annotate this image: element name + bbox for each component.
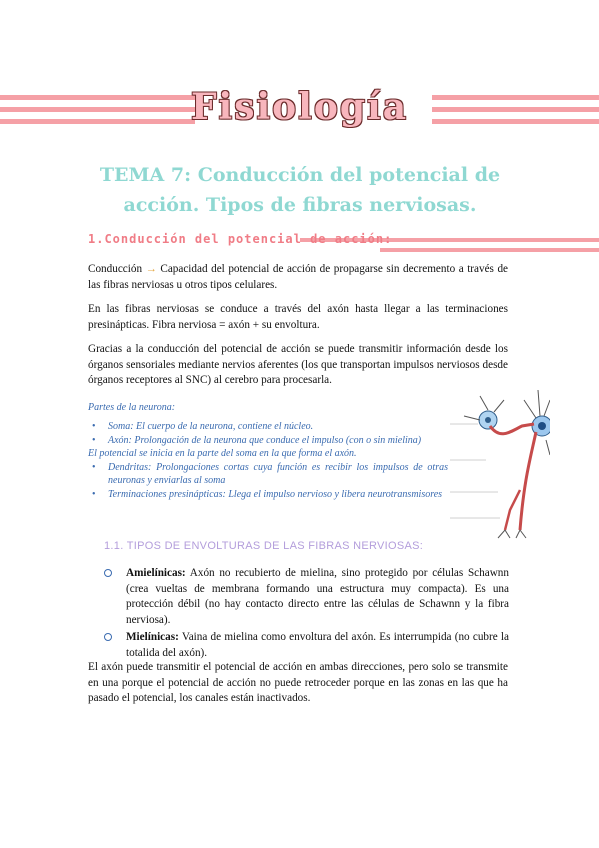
subsection-heading: 1.1. TIPOS DE ENVOLTURAS DE LAS FIBRAS NERVIOSAS:	[104, 540, 424, 552]
parts-heading: Partes de la neurona:	[88, 402, 176, 413]
section-stripe-2	[380, 248, 599, 252]
section-heading: 1.Conducción del potencial de acción:	[88, 232, 393, 246]
circle-bullet-icon	[104, 569, 112, 577]
envelope-list	[104, 566, 509, 663]
parts-list	[88, 420, 448, 501]
list-item: • Soma: El cuerpo de la neurona, contiene el núcleo.	[92, 421, 314, 432]
list-item: • Axón: Prolongación de la neurona que conduce el impulso (con o sin mielina)	[92, 434, 422, 446]
paragraph-transmission: Gracias a la conducción del potencial de acción se puede transmitir información desde los órganos sensoriales mediante nervios aferentes (los que transportan impulsos nerviosos desde órganos receptores al SNC) al cerebro para procesarla.	[88, 343, 508, 386]
arrow-icon: →	[145, 263, 157, 275]
list-item-amielinicas: Amielínicas: Axón no recubierto de mielina, sino protegido por células Schawnn (crea vueltas de membrana formando una estructura muy compacta). Es una protección débil (no hay contacto directo entre las células de Schawnn y la fibra nerviosa).	[104, 566, 509, 628]
paragraph-conduction: Conducción → Capacidad del potencial de acción de propagarse sin decremento a través de las fibras nerviosas u otros tipos celulares.	[88, 263, 509, 291]
paragraph-fibers: En las fibras nerviosas se conduce a través del axón hasta llegar a las terminaciones presinápticas. Fibra nerviosa = axón + su envoltura.	[88, 303, 508, 331]
neuron-illustration	[450, 380, 550, 540]
paragraph-closing: El axón puede transmitir el potencial de acción en ambas direcciones, pero solo se transmite en una porque el potencial de acción no puede retroceder porque en las zonas en las que ha pasado el potencial, los canales están inactivados.	[88, 661, 508, 704]
note: El potencial se inicia en la parte del soma en la que forma el axón.	[88, 448, 357, 459]
topic-title: TEMA 7: Conducción del potencial de acción. Tipos de fibras nerviosas.	[99, 164, 501, 216]
list-item: • Terminaciones presinápticas: Llega el impulso nervioso y libera neurotransmisores	[92, 488, 443, 500]
page-title: Fisiología	[190, 86, 409, 128]
list-item: • Dendritas: Prolongaciones cortas cuya función es recibir los impulsos de otras neuronas y enviarlas al soma	[92, 461, 448, 486]
circle-bullet-icon	[104, 633, 112, 641]
list-item-mielinicas: Mielínicas: Vaina de mielina como envoltura del axón. Es interrumpida (no cubre la totalida del axón).	[104, 630, 509, 661]
